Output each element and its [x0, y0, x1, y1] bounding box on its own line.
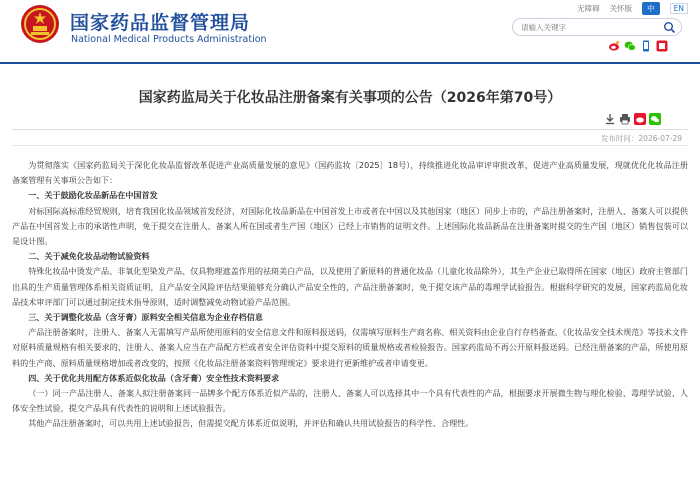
site-header [0, 0, 700, 60]
search-box [512, 18, 682, 36]
care-mode-link[interactable]: 关怀版 [609, 4, 633, 13]
article-paragraph: 为贯彻落实《国家药监局关于深化化妆品监督改革促进产业高质量发展的意见》（国药监妆〔2025〕18号），持续推进化妆品审评审批改革，促进产业高质量发展，现就优化化妆品注册备案管理有关事项公告如下： [12, 160, 688, 186]
article-title: 国家药监局关于化妆品注册备案有关事项的公告（2026年第70号） [138, 90, 562, 106]
lang-zh-button[interactable]: 中 [642, 2, 660, 15]
article-paragraph: （一）同一产品注册人、备案人拟注册备案同一品牌多个配方体系近似产品的，注册人、备案人可以选择其中一个具有代表性的产品，根据要求开展微生物与理化检验、毒理学试验、人体安全性试验，提交产品具有代表性的说明和上述试验报告。 [12, 388, 688, 414]
header-divider [0, 62, 700, 64]
article-paragraph: 产品注册备案时，注册人、备案人无需填写产品所使用原料的安全信息文件和原料报送码，仅需填写原料生产商名称、相关资料由企业自行存档备查。《化妆品安全技术规范》等技术文件对原料质量规格有相关要求的，注册人、备案人应当在产品配方栏或者安全评估资料中提交原料的质量规格或者检验报告。国家药监局不再公开原料报送码。已经注册备案的产品，所使用原料的生产商、原料质量规格增加或者改变的，按照《化妆品注册备案资料管理规定》要求进行更新维护或者申请变更。 [12, 327, 688, 368]
site-name-cn[interactable]: 国家药品监督管理局 [70, 12, 251, 34]
section-heading: 二、关于减免化妆品动物试验资料 [28, 251, 150, 262]
wechat-share-icon[interactable] [649, 113, 661, 125]
article-tools [601, 113, 661, 125]
topbar [567, 2, 688, 15]
title-divider [12, 129, 688, 130]
article-body [12, 158, 688, 432]
weibo-icon[interactable] [608, 40, 620, 52]
social-links [604, 40, 668, 52]
article-paragraph: 特殊化妆品中烫发产品、非氧化型染发产品、仅具物理遮盖作用的祛斑美白产品，以及使用了新原料的普通化妆品（儿童化妆品除外），其生产企业已取得所在国家（地区）政府主管部门出具的生产质量管理体系相关资质证明，且产品安全风险评估结果能够充分确认产品安全性的，产品注册备案时，免于提交该产品的毒理学试验报告。根据科学研究的发展，国家药监局化妆品技术审评部门可以通过制定技术指导原则，适时调整减免动物试验产品范围。 [12, 266, 688, 307]
mobile-icon[interactable] [640, 40, 652, 52]
print-icon[interactable] [619, 113, 631, 125]
download-icon[interactable] [604, 113, 616, 125]
national-emblem-icon[interactable] [20, 4, 60, 44]
rss-icon[interactable] [656, 40, 668, 52]
publish-date: 发布时间：2026-07-29 [600, 134, 682, 143]
article-paragraph: 其他产品注册备案时，可以共用上述试验报告，但需提交配方体系近似说明，并评估和确认共用试验报告的科学性、合理性。 [28, 418, 474, 429]
weibo-share-icon[interactable] [634, 113, 646, 125]
accessibility-link[interactable]: 无障碍 [577, 4, 600, 13]
section-heading: 四、关于优化共用配方体系近似化妆品（含牙膏）安全性技术资料要求 [28, 372, 280, 383]
section-heading: 一、关于鼓励化妆品新品在中国首发 [28, 190, 158, 201]
lang-en-button[interactable]: EN [670, 3, 688, 14]
date-divider [12, 145, 688, 146]
section-heading: 三、关于调整化妆品（含牙膏）原料安全相关信息为企业存档信息 [28, 312, 263, 323]
article-paragraph: 对标国际高标准经贸规则，培育我国化妆品领域首发经济，对国际化妆品新品在中国首发上市或者在中国以及其他国家（地区）同步上市的，产品注册备案时，注册人、备案人可以提供产品在中国首发上市的承诺性声明，免于提交在注册人、备案人所在国或者生产国（地区）已经上市销售的证明文件。上述国际化妆品新品在注册备案时提交的生产国（地区）销售包装可以是设计图。 [12, 205, 688, 247]
wechat-icon[interactable] [624, 40, 636, 52]
search-icon[interactable] [663, 21, 676, 34]
site-name-en: National Medical Products Administration [71, 34, 267, 45]
search-input[interactable] [521, 21, 656, 34]
